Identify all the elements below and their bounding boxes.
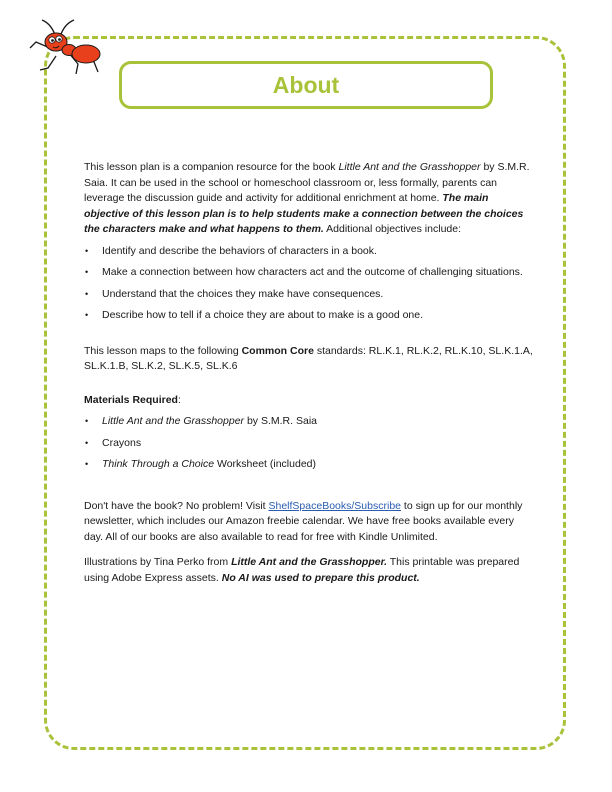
list-item: • Describe how to tell if a choice they are about to make is a good one. [84, 308, 534, 324]
list-item [84, 457, 534, 473]
newsletter-paragraph [84, 499, 534, 546]
subscribe-link[interactable]: ShelfSpaceBooks/Subscribe [268, 499, 401, 512]
standards-text-1: This lesson maps to the following [84, 344, 242, 357]
list-item [84, 414, 534, 430]
intro-main-objective: The main objective of this lesson plan is to help students make a connection between the choices the characters make and what happens to them. [84, 192, 524, 235]
materials-heading-text: Materials Required [84, 393, 178, 406]
material-book-author: by S.M.R. Saia [244, 415, 317, 427]
list-item: • Identify and describe the behaviors of characters in a book. [84, 244, 534, 260]
standards-paragraph [84, 344, 534, 375]
illustrations-paragraph [84, 555, 534, 586]
material-worksheet-rest: Worksheet (included) [214, 458, 316, 470]
intro-text-3: Additional objectives include: [323, 223, 461, 235]
objectives-list [84, 244, 534, 324]
materials-list [84, 414, 534, 473]
standards-text-2: standards: RL.K.1, RL.K.2, RL.K.10, SL.K.1.A, SL.K.1.B, SL.K.2, SL.K.5, SL.K.6 [84, 344, 533, 372]
list-item: • Crayons [84, 436, 534, 452]
materials-heading [84, 393, 534, 409]
title-box [119, 61, 493, 109]
illustrations-text-1: Illustrations by Tina Perko from [84, 556, 232, 568]
content [84, 160, 534, 586]
page-title: About [272, 71, 340, 98]
list-item: • Understand that the choices they make have consequences. [84, 287, 534, 303]
material-worksheet-title: Think Through a Choice [102, 458, 215, 470]
intro-text-1: This lesson plan is a companion resource for the book [84, 161, 339, 173]
no-ai-statement: No AI was used to prepare this product. [221, 571, 420, 584]
standards-common-core: Common Core [241, 344, 314, 357]
list-item: • Make a connection between how characters act and the outcome of challenging situations. [84, 265, 534, 281]
material-book-title: Little Ant and the Grasshopper [102, 415, 245, 427]
materials-heading-colon: : [177, 393, 181, 406]
intro-paragraph [84, 160, 534, 238]
illustrations-book-title: Little Ant and the Grasshopper. [231, 556, 388, 568]
red-ant-icon [26, 18, 106, 80]
intro-text-2: by S.M.R. Saia. It can be used in the school or homeschool classroom or, less formally, parents can leverage the discussion guide and activity for additional enrichment at home. [84, 161, 530, 204]
illustrations-text-2: This printable was prepared using Adobe Express assets. [84, 556, 520, 584]
newsletter-text-1: Don't have the book? No problem! Visit [84, 499, 269, 512]
intro-book-title: Little Ant and the Grasshopper [338, 161, 481, 173]
newsletter-text-2: to sign up for our monthly newsletter, which includes our Amazon freebie calendar. We have free books available every day. All of our books are also available to read for free with Kindle Unlimited. [84, 499, 523, 543]
